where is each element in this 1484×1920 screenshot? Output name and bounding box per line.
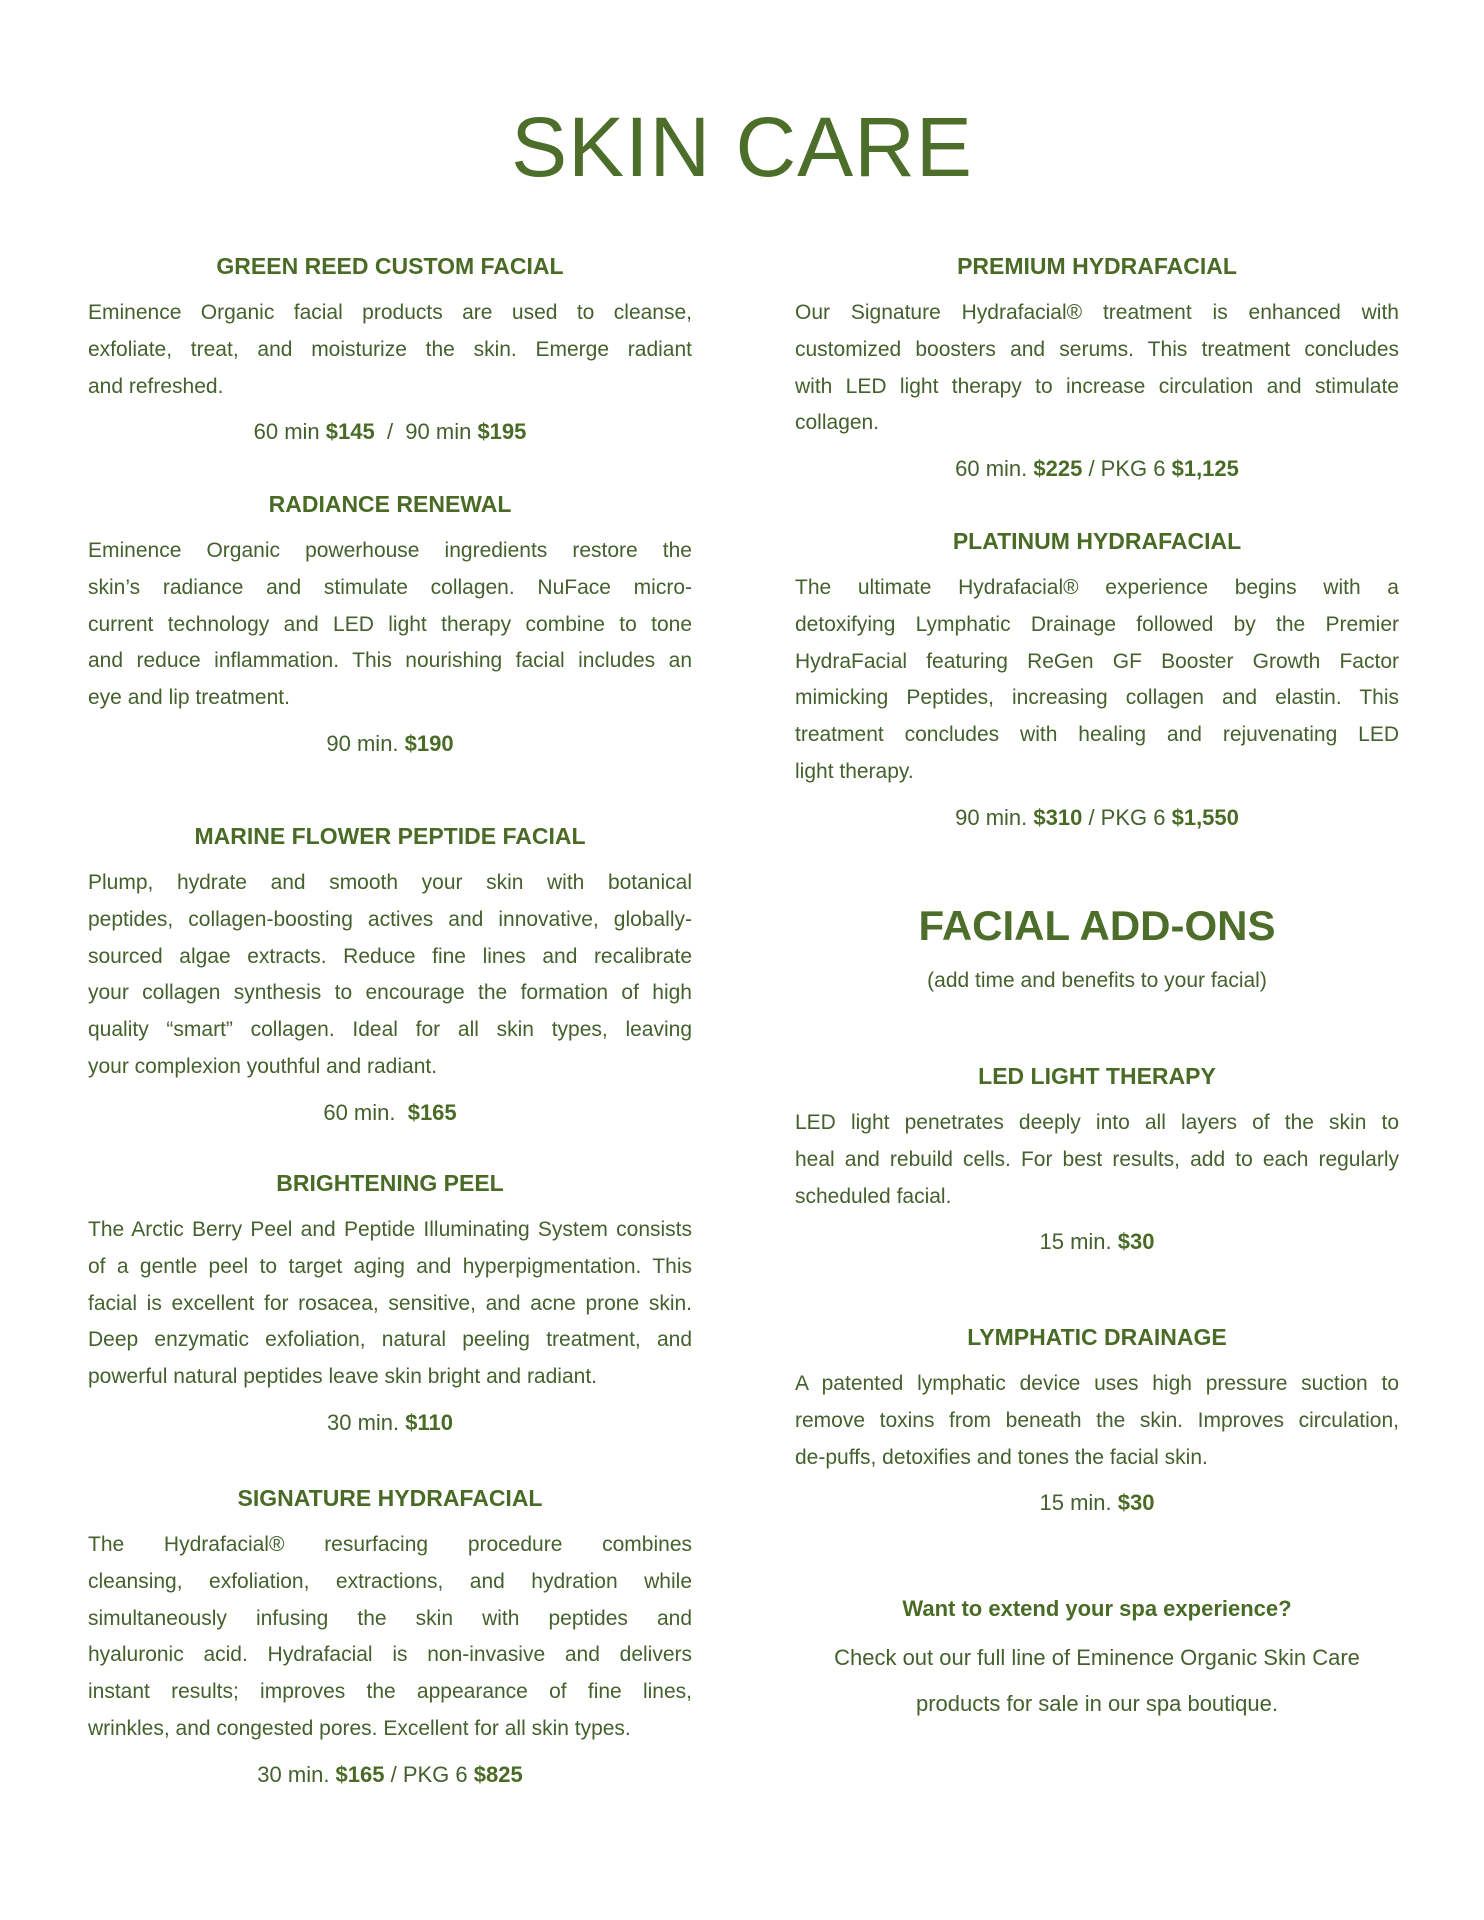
- description-line: sourced algae extracts. Reduce fine lines and recalibrate: [88, 944, 692, 968]
- service-heading: BRIGHTENING PEEL: [276, 1170, 504, 1196]
- description-line: scheduled facial.: [795, 1184, 952, 1208]
- price-amount: $1,125: [1171, 456, 1239, 482]
- description-line: simultaneously infusing the skin with peptides and: [88, 1606, 692, 1630]
- description-line: and reduce inflammation. This nourishing facial includes an: [88, 649, 692, 673]
- service-heading: SIGNATURE HYDRAFACIAL: [237, 1485, 543, 1511]
- description-line: treatment concludes with healing and rejuvenating LED: [795, 723, 1399, 747]
- price-label: 90 min.: [955, 804, 1034, 830]
- price-line: [795, 454, 1399, 484]
- price-label: 60 min.: [323, 1099, 408, 1125]
- price-label: / PKG 6: [384, 1761, 474, 1787]
- price-amount: $195: [477, 419, 527, 445]
- service-section: [88, 821, 692, 1128]
- price-line: [88, 1760, 692, 1790]
- description-line: Plump, hydrate and smooth your skin with botanical: [88, 871, 692, 894]
- price-line: [88, 417, 692, 447]
- price-line: [88, 729, 692, 759]
- description-line: current technology and LED light therapy combine to tone: [88, 612, 692, 636]
- addons-title: FACIAL ADD-ONS: [918, 902, 1276, 949]
- price-amount: $1,550: [1171, 804, 1239, 830]
- service-section: [795, 1061, 1399, 1257]
- description-line: and refreshed.: [88, 374, 224, 398]
- price-label: / PKG 6: [1082, 456, 1172, 482]
- service-section: [88, 489, 692, 759]
- price-amount: $190: [404, 730, 454, 756]
- description-line: facial is excellent for rosacea, sensitive, and acne prone skin.: [88, 1291, 692, 1315]
- description-line: hyaluronic acid. Hydrafacial is non-invasive and delivers: [88, 1643, 692, 1667]
- price-label: 60 min: [253, 419, 326, 445]
- description-line: light therapy.: [795, 759, 914, 783]
- description-line: remove toxins from beneath the skin. Improves circulation,: [795, 1408, 1399, 1432]
- description-line: HydraFacial featuring ReGen GF Booster Growth Factor: [795, 649, 1399, 673]
- price-amount: $310: [1033, 804, 1083, 830]
- price-label: 60 min.: [955, 456, 1034, 482]
- description-line: customized boosters and serums. This treatment concludes: [795, 337, 1399, 361]
- price-line: [88, 1098, 692, 1128]
- price-amount: $145: [325, 419, 375, 445]
- addons-subtitle: (add time and benefits to your facial): [927, 969, 1267, 992]
- price-label: 15 min.: [1039, 1229, 1118, 1255]
- description-line: collagen.: [795, 411, 880, 435]
- page-title: SKIN CARE: [511, 100, 973, 194]
- description-line: wrinkles, and congested pores. Excellent for all skin types.: [88, 1716, 631, 1740]
- description-line: heal and rebuild cells. For best results, add to each regularly: [795, 1147, 1399, 1171]
- service-heading: PLATINUM HYDRAFACIAL: [952, 528, 1242, 554]
- description-line: Eminence Organic facial products are used to cleanse,: [88, 301, 692, 324]
- price-label: 30 min.: [327, 1409, 406, 1435]
- description-line: The ultimate Hydrafacial® experience begins with a: [795, 576, 1399, 599]
- description-line: your complexion youthful and radiant.: [88, 1054, 438, 1078]
- description-line: peptides, collagen-boosting actives and innovative, globally-: [88, 907, 692, 931]
- description-line: cleansing, exfoliation, extractions, and hydration while: [88, 1569, 692, 1593]
- cta-heading: Want to extend your spa experience?: [902, 1596, 1292, 1621]
- description-line: detoxifying Lymphatic Drainage followed by the Premier: [795, 612, 1399, 636]
- description-line: The Hydrafacial® resurfacing procedure combines: [88, 1533, 692, 1556]
- description-line: mimicking Peptides, increasing collagen and elastin. This: [795, 686, 1399, 710]
- service-section: [795, 1322, 1399, 1518]
- description-line: your collagen synthesis to encourage the formation of high: [88, 981, 692, 1005]
- price-line: [795, 1488, 1399, 1518]
- price-line: [795, 803, 1399, 833]
- price-amount: $165: [335, 1761, 385, 1787]
- service-section: [88, 1168, 692, 1438]
- description-line: Deep enzymatic exfoliation, natural peeling treatment, and: [88, 1328, 692, 1352]
- price-label: / 90 min: [374, 419, 478, 445]
- service-heading: LED LIGHT THERAPY: [978, 1063, 1216, 1089]
- description-line: instant results; improves the appearance of fine lines,: [88, 1680, 692, 1704]
- price-label: 30 min.: [257, 1761, 336, 1787]
- service-heading: GREEN REED CUSTOM FACIAL: [216, 253, 564, 279]
- description-line: with LED light therapy to increase circulation and stimulate: [795, 374, 1399, 398]
- description-line: skin’s radiance and stimulate collagen. NuFace micro-: [88, 575, 692, 599]
- description-line: of a gentle peel to target aging and hyperpigmentation. This: [88, 1254, 692, 1278]
- price-label: 90 min.: [326, 730, 405, 756]
- price-amount: $165: [407, 1099, 457, 1125]
- price-amount: $30: [1117, 1229, 1155, 1255]
- price-amount: $225: [1033, 456, 1083, 482]
- service-heading: LYMPHATIC DRAINAGE: [967, 1324, 1227, 1350]
- cta-line: Check out our full line of Eminence Organic Skin Care: [834, 1645, 1360, 1670]
- price-line: [88, 1408, 692, 1438]
- description-line: powerful natural peptides leave skin bright and radiant.: [88, 1365, 597, 1389]
- description-line: LED light penetrates deeply into all layers of the skin to: [795, 1111, 1399, 1134]
- price-amount: $30: [1117, 1490, 1155, 1516]
- service-heading: PREMIUM HYDRAFACIAL: [957, 253, 1237, 279]
- description-line: Eminence Organic powerhouse ingredients restore the: [88, 539, 692, 562]
- description-line: eye and lip treatment.: [88, 686, 290, 710]
- service-section: [88, 1483, 692, 1790]
- service-heading: MARINE FLOWER PEPTIDE FACIAL: [194, 823, 586, 849]
- description-line: de-puffs, detoxifies and tones the facial skin.: [795, 1445, 1208, 1469]
- price-amount: $825: [473, 1761, 523, 1787]
- price-label: 15 min.: [1039, 1490, 1118, 1516]
- service-section: [88, 251, 692, 447]
- service-section: [795, 526, 1399, 833]
- description-line: A patented lymphatic device uses high pressure suction to: [795, 1372, 1399, 1395]
- service-heading: RADIANCE RENEWAL: [268, 491, 512, 517]
- service-section: [795, 251, 1399, 484]
- description-line: Our Signature Hydrafacial® treatment is enhanced with: [795, 301, 1399, 324]
- price-line: [795, 1227, 1399, 1257]
- description-line: quality “smart” collagen. Ideal for all skin types, leaving: [88, 1018, 692, 1042]
- price-amount: $110: [405, 1409, 453, 1435]
- description-line: The Arctic Berry Peel and Peptide Illuminating System consists: [88, 1218, 692, 1241]
- cta-line: products for sale in our spa boutique.: [915, 1691, 1278, 1716]
- price-label: / PKG 6: [1082, 804, 1172, 830]
- description-line: exfoliate, treat, and moisturize the skin. Emerge radiant: [88, 337, 692, 361]
